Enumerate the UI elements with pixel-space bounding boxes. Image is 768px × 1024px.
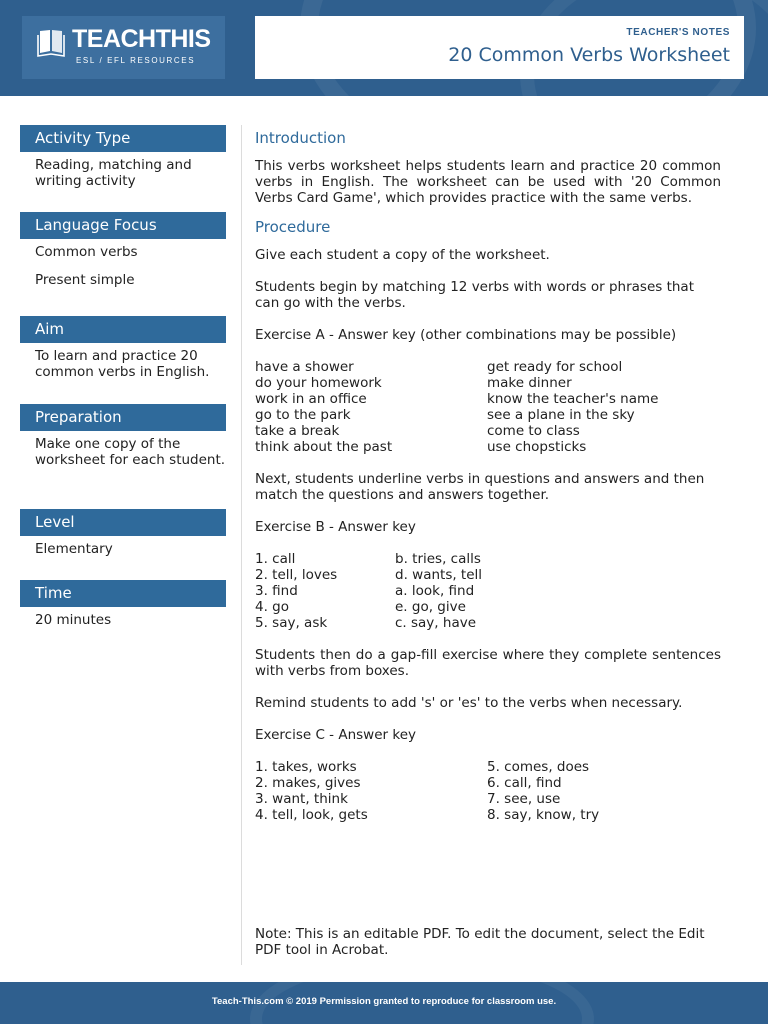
activity-type-text: Reading, matching and writing activity bbox=[35, 157, 192, 189]
editable-pdf-note: Note: This is an editable PDF. To edit the document, select the Edit PDF tool in Acrobat. bbox=[255, 926, 705, 958]
answer-item: 1. call bbox=[255, 551, 296, 567]
answer-item: 4. tell, look, gets bbox=[255, 807, 368, 823]
answer-item: 5. say, ask bbox=[255, 615, 328, 631]
level-heading: Level bbox=[20, 509, 226, 536]
aim-body bbox=[20, 343, 226, 404]
answer-item: think about the past bbox=[255, 439, 393, 455]
answer-item: work in an office bbox=[255, 391, 367, 407]
aim-heading: Aim bbox=[20, 316, 226, 343]
answer-item: see a plane in the sky bbox=[487, 407, 635, 423]
exercise-a-column bbox=[487, 359, 658, 455]
time-text: 20 minutes bbox=[35, 612, 112, 628]
exercise-a-title: Exercise A - Answer key (other combinations may be possible) bbox=[255, 327, 677, 343]
answer-item: do your homework bbox=[255, 375, 382, 391]
main-content bbox=[255, 128, 721, 958]
introduction-heading: Introduction bbox=[255, 129, 346, 147]
language-focus-item: Present simple bbox=[35, 272, 135, 288]
answer-item: c. say, have bbox=[395, 615, 477, 631]
preparation-heading: Preparation bbox=[20, 404, 226, 431]
answer-item: a. look, find bbox=[395, 583, 475, 599]
logo-subtitle: ESL / EFL RESOURCES bbox=[76, 56, 196, 65]
language-focus-heading: Language Focus bbox=[20, 212, 226, 239]
preparation-text: Make one copy of the worksheet for each student. bbox=[35, 436, 226, 468]
procedure-step: Give each student a copy of the worksheet. bbox=[255, 247, 550, 263]
answer-item: make dinner bbox=[487, 375, 572, 391]
copyright-text: Teach-This.com © 2019 Permission granted to reproduce for classroom use. bbox=[211, 996, 557, 1007]
answer-item: e. go, give bbox=[395, 599, 466, 615]
answer-item: 6. call, find bbox=[487, 775, 562, 791]
activity-type-body bbox=[20, 152, 226, 212]
title-box bbox=[255, 16, 744, 79]
document-title: 20 Common Verbs Worksheet bbox=[448, 44, 730, 66]
exercise-c-column bbox=[487, 759, 599, 823]
answer-item: 8. say, know, try bbox=[487, 807, 600, 823]
logo bbox=[22, 16, 225, 79]
book-icon bbox=[36, 27, 68, 59]
procedure-step: Students begin by matching 12 verbs with words or phrases that can go with the verbs. bbox=[255, 279, 695, 311]
logo-text: TEACHTHIS bbox=[72, 25, 211, 53]
answer-item: get ready for school bbox=[487, 359, 623, 375]
answer-item: know the teacher's name bbox=[487, 391, 659, 407]
exercise-b-column bbox=[255, 551, 395, 631]
exercise-b-title: Exercise B - Answer key bbox=[255, 519, 416, 535]
page-header bbox=[0, 0, 768, 96]
answer-item: 7. see, use bbox=[487, 791, 561, 807]
language-focus-item: Common verbs bbox=[35, 244, 138, 260]
introduction-text: This verbs worksheet helps students learn and practice 20 common verbs in English. The worksheet can be used with '20 Common Verbs Card Game', which provides practice with the same verbs. bbox=[255, 158, 721, 206]
answer-item: 1. takes, works bbox=[255, 759, 357, 775]
exercise-c-title: Exercise C - Answer key bbox=[255, 727, 416, 743]
procedure-step: Remind students to add 's' or 'es' to the verbs when necessary. bbox=[255, 695, 683, 711]
activity-type-heading: Activity Type bbox=[20, 125, 226, 152]
exercise-a-answers bbox=[255, 359, 721, 455]
procedure-step: Next, students underline verbs in questions and answers and then match the questions and answers together. bbox=[255, 471, 705, 503]
answer-item: 3. want, think bbox=[255, 791, 348, 807]
exercise-b-column bbox=[395, 551, 482, 631]
answer-item: 3. find bbox=[255, 583, 298, 599]
language-focus-body bbox=[20, 239, 226, 316]
page-footer bbox=[0, 982, 768, 1024]
exercise-c-answers bbox=[255, 759, 721, 823]
sidebar bbox=[20, 125, 226, 628]
answer-item: 5. comes, does bbox=[487, 759, 590, 775]
exercise-b-answers bbox=[255, 551, 721, 631]
level-body bbox=[20, 536, 226, 580]
time-body bbox=[20, 607, 226, 628]
procedure-heading: Procedure bbox=[255, 218, 331, 236]
answer-item: b. tries, calls bbox=[395, 551, 481, 567]
answer-item: go to the park bbox=[255, 407, 351, 423]
procedure-step: Students then do a gap-fill exercise where they complete sentences with verbs from boxes. bbox=[255, 647, 721, 679]
answer-item: 4. go bbox=[255, 599, 290, 615]
answer-item: come to class bbox=[487, 423, 580, 439]
answer-item: 2. tell, loves bbox=[255, 567, 338, 583]
teachers-notes-label: TEACHER'S NOTES bbox=[626, 27, 730, 38]
answer-item: use chopsticks bbox=[487, 439, 587, 455]
preparation-body bbox=[20, 431, 226, 509]
answer-item: take a break bbox=[255, 423, 340, 439]
aim-text: To learn and practice 20 common verbs in English. bbox=[35, 348, 210, 380]
answer-item: 2. makes, gives bbox=[255, 775, 361, 791]
exercise-c-column bbox=[255, 759, 487, 823]
exercise-a-column bbox=[255, 359, 487, 455]
level-text: Elementary bbox=[35, 541, 113, 557]
time-heading: Time bbox=[20, 580, 226, 607]
answer-item: have a shower bbox=[255, 359, 354, 375]
column-divider bbox=[241, 125, 242, 965]
answer-item: d. wants, tell bbox=[395, 567, 483, 583]
